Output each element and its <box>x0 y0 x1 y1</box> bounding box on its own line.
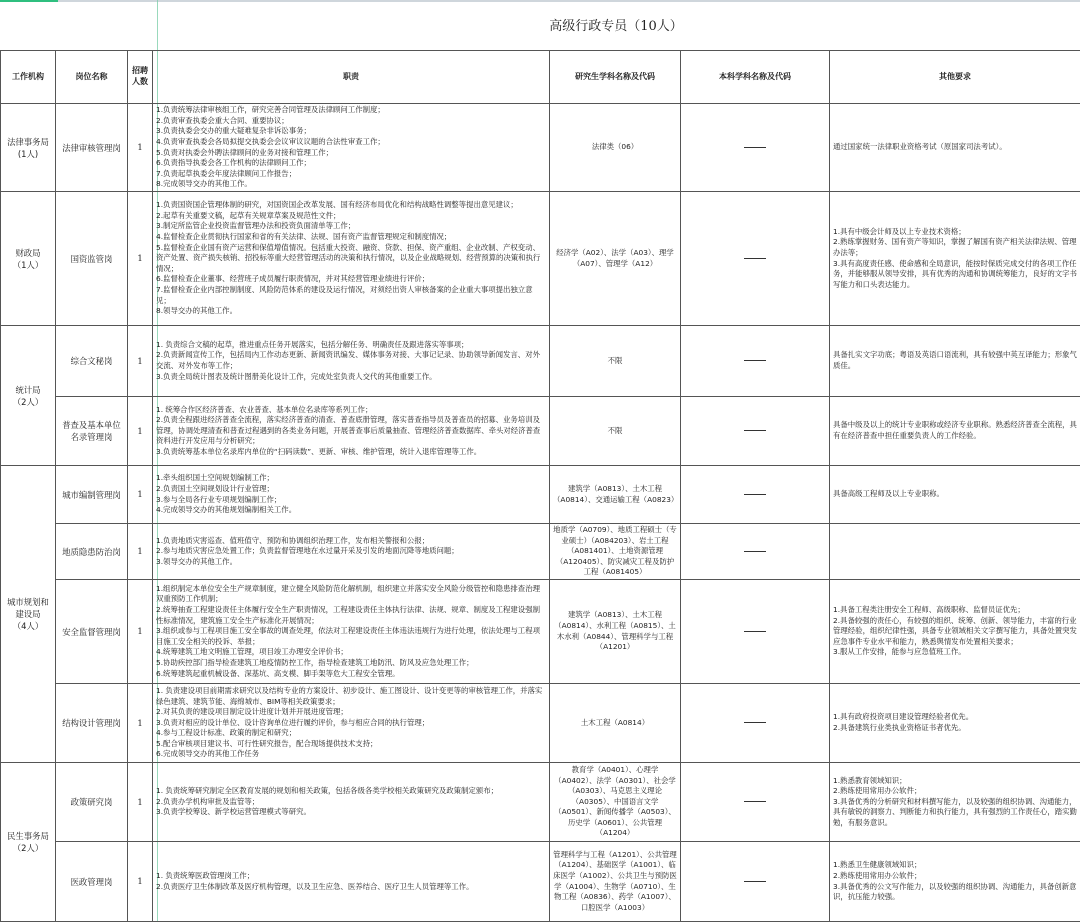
duty-item: 1.牵头组织国土空间规划编制工作； <box>156 473 274 483</box>
requirement-item: 1.熟悉卫生健康领域知识； <box>833 860 922 870</box>
requirement-item: 2.具备较强的责任心，有较强的组织、统筹、创新、领导能力，丰富的行业管理经验，组织纪律性强，具备专业领域相关文字撰写能力，具备处置突发应急事件专业水平和能力，熟悉舆情发布处置相关要求； <box>833 615 1077 646</box>
headcount: 1 <box>137 717 143 728</box>
position-name: 地质隐患防治岗 <box>62 546 121 557</box>
undergrad-cell <box>681 763 830 842</box>
position-name: 结构设计管理岗 <box>62 718 121 728</box>
duties-cell <box>153 842 550 922</box>
org-count: (1人) <box>17 148 39 159</box>
org-cell <box>1 763 56 922</box>
duty-item: 2.统筹抽查工程建设责任主体履行安全生产职责情况，工程建设责任主体执行法律、法规、规章、制度及工程建设强制性标准情况，建筑施工安全生产标准化开展情况； <box>156 605 540 625</box>
grad-discipline: 法律类（06） <box>591 142 639 152</box>
dash-placeholder <box>744 147 766 148</box>
table-row <box>1 192 1080 326</box>
headcount: 1 <box>137 796 143 807</box>
headcount: 1 <box>137 425 143 436</box>
requirement-item: 2.具备建筑行业类执业资格证书者优先。 <box>833 723 966 732</box>
position-name: 普查及基本单位名录管理岗 <box>62 420 121 442</box>
dash-placeholder <box>744 631 766 632</box>
grad-cell <box>550 524 681 580</box>
header-position: 岗位名称 <box>56 51 128 104</box>
table-row <box>1 524 1080 580</box>
duty-item: 3.领导交办的其他工作。 <box>156 556 237 566</box>
duty-item: 2.负责全程跟进经济普查全流程，落实经济普查的清查、普查底册管理，落实普查指导员及普查员的招募、业务培训及管理，协调处理清查和普查过程遇到的各类业务问题，开展普查事后质量抽查、管理经济普查数据库、牵头对经济普查资料进行开发应用与分析研究； <box>156 415 541 446</box>
duties-cell <box>153 192 550 326</box>
duty-item: 5.负责对执委会外聘法律顾问的业务对接和管理工作； <box>156 147 334 157</box>
requirement-item: 2.熟练掌握财务、国有资产等知识，掌握了解国有资产相关法律法规、管理办法等； <box>833 237 1077 257</box>
grad-cell <box>550 763 681 842</box>
position-cell <box>56 192 128 326</box>
duty-item: 6.统筹建筑起重机械设备、深基坑、高支模、脚手架等危大工程安全管理。 <box>156 668 400 678</box>
org-count: （2人） <box>12 843 44 853</box>
table-row <box>1 326 1080 397</box>
dash-placeholder <box>744 430 766 431</box>
count-cell <box>128 397 153 466</box>
grad-cell <box>550 326 681 397</box>
headcount: 1 <box>137 626 143 637</box>
position-name: 国资监管岗 <box>70 253 113 264</box>
requirement-item: 2.熟练使用常用办公软件； <box>833 786 922 796</box>
duty-item: 3.负责学校筹设、新学校运营管理模式等研究。 <box>156 807 311 817</box>
requirement-item: 具备扎实文字功底；粤语及英语口语流利，具有较强中英互译能力；形象气质佳。 <box>833 350 1077 370</box>
duty-item: 1. 负责统筹研究制定全区教育发展的规划和相关政策，包括各级各类学校相关政策研究及政策制定颁布； <box>156 786 498 796</box>
duty-item: 2.负责国土空间规划设计行业管理； <box>156 483 274 493</box>
duty-item: 2.起草有关重要文稿，起草有关规章草案及规范性文件； <box>156 210 341 220</box>
duties-cell <box>153 104 550 192</box>
duty-item: 8.领导交办的其他工作。 <box>156 306 237 316</box>
position-name: 医政管理岗 <box>70 876 113 887</box>
undergrad-cell <box>681 104 830 192</box>
table-row <box>1 684 1080 763</box>
duty-item: 5.协助疾控部门指导检查建筑工地疫情防控工作，指导检查建筑工地防汛、防风及应急处理工作； <box>156 657 474 667</box>
table-row <box>1 104 1080 192</box>
duty-item: 8.完成领导交办的其他工作。 <box>156 179 252 189</box>
grad-discipline: 地质学（A0709）、地质工程硕士（专业硕士）（A084203）、岩土工程（A081401）、土地资源管理（A120405）、防灾减灾工程及防护工程（A081405） <box>553 525 677 577</box>
org-cell <box>1 104 56 192</box>
duty-item: 5.监督检查企业国有资产运营和保值增值情况。包括重大投资、融资、贷款、担保、资产重组、企业改制、产权变动、资产处置、资产损失核销、招投标等重大经营管理活动的决策和执行情况，以及企业战略规划、经营预算的决策和执行情况； <box>156 242 541 273</box>
duty-item: 1.负责地质灾害巡查、值班值守、预防和协调组织治理工作，发布相关警报和公报； <box>156 535 430 545</box>
requirement-item: 1.具有中级会计师及以上专业技术资格； <box>833 226 966 236</box>
requirement-item: 3.具有高度责任感、使命感和全局意识，能按时保质完成交付的各项工作任务，并能够服从领导安排，具有优秀的沟通和协调统筹能力，良好的文字书写能力和口头表达能力。 <box>833 258 1077 289</box>
duties-cell <box>153 763 550 842</box>
org-name: 民生事务局 <box>7 831 49 841</box>
other-cell <box>830 684 1080 763</box>
position-name: 安全监督管理岗 <box>62 626 121 637</box>
other-cell <box>830 326 1080 397</box>
grad-discipline: 土木工程（A0814） <box>580 717 650 727</box>
duty-item: 3.参与全局各行业专项规划编制工作； <box>156 494 282 504</box>
duty-item: 4.完成领导交办的其他规划编制相关工作。 <box>156 505 297 515</box>
duty-item: 6.监督检查企业董事、经营班子成员履行职责情况，并对其经营管理业绩进行评价； <box>156 274 430 284</box>
header-org: 工作机构 <box>1 51 56 104</box>
other-cell <box>830 466 1080 524</box>
count-cell <box>128 763 153 842</box>
position-cell <box>56 580 128 684</box>
position-name: 城市编制管理岗 <box>62 489 121 500</box>
undergrad-cell <box>681 397 830 466</box>
count-cell <box>128 326 153 397</box>
duties-cell <box>153 326 550 397</box>
other-cell <box>830 104 1080 192</box>
grad-discipline: 不限 <box>607 355 623 365</box>
requirement-item: 1.熟悉教育领域知识； <box>833 775 907 785</box>
grad-discipline: 经济学（A02）、法学（A03）、理学（A07）、管理学（A12） <box>556 247 674 268</box>
duty-item: 3.负责全局统计图表及统计图册美化设计工作，完成处室负责人交代的其他重要工作。 <box>156 371 437 381</box>
requirement-item: 具备中级及以上的统计专业职称或经济专业职称。熟悉经济普查全流程，具有在经济普查中担任重要负责人的工作经验。 <box>833 420 1077 440</box>
position-cell <box>56 684 128 763</box>
table-row <box>1 397 1080 466</box>
position-cell <box>56 842 128 922</box>
duties-cell <box>153 684 550 763</box>
header-other: 其他要求 <box>830 51 1080 104</box>
position-name: 法律审核管理岗 <box>62 142 121 153</box>
duty-item: 4.统筹建筑工地文明施工管理，项目竣工办理安全评价书； <box>156 647 348 657</box>
duty-item: 2.负责新闻宣传工作，包括局内工作动态更新、新闻资讯编发、媒体事务对接、大事记记录、协助领导新闻发言、对外交流、对外发布等工作； <box>156 350 540 370</box>
position-cell <box>56 104 128 192</box>
position-cell <box>56 397 128 466</box>
other-cell <box>830 842 1080 922</box>
undergrad-cell <box>681 192 830 326</box>
other-cell <box>830 763 1080 842</box>
duty-item: 4.监督检查企业贯彻执行国家和省的有关法律、法规、国有资产监督管理规定和制度情况； <box>156 232 452 242</box>
headcount: 1 <box>137 253 143 264</box>
headcount: 1 <box>137 876 143 887</box>
requirement-item: 3.具备优秀的分析研究和材料撰写能力，以及较强的组织协调、沟通能力，具有敏锐的洞察力、判断能力和执行能力，具有强烈的工作责任心，踏实勤勉，有服务意识。 <box>833 796 1077 827</box>
dash-placeholder <box>744 881 766 882</box>
count-cell <box>128 684 153 763</box>
requirement-item: 3.服从工作安排，能参与应急值班工作。 <box>833 647 966 657</box>
grad-cell <box>550 842 681 922</box>
duty-item: 3.制定所监管企业投资监督管理办法和投资负面清单等工作； <box>156 221 356 231</box>
undergrad-cell <box>681 466 830 524</box>
duty-item: 1.负责统筹法律审核组工作，研究完善合同管理及法律顾问工作制度； <box>156 105 385 115</box>
active-sheet-indicator <box>0 0 58 2</box>
count-cell <box>128 104 153 192</box>
grad-discipline: 不限 <box>607 425 623 435</box>
org-name: 城市规划和建设局 <box>7 597 49 619</box>
org-count: （2人） <box>12 396 44 407</box>
headcount: 1 <box>137 142 143 153</box>
duty-item: 1. 负责建设项目前期需求研究以及结构专业的方案设计、初步设计、施工图设计、设计变更等的审核管理工作，并落实绿色建筑、建筑节能、海绵城市、BIM等相关政策要求； <box>156 685 543 706</box>
position-cell <box>56 524 128 580</box>
org-count: （4人） <box>12 621 44 631</box>
duty-item: 1. 负责统筹医政管理岗工作； <box>156 870 255 880</box>
header-undergrad: 本科学科名称及代码 <box>681 51 830 104</box>
org-cell <box>1 192 56 326</box>
duty-item: 3.负责执委会交办的重大疑难复杂非诉讼事务； <box>156 126 311 136</box>
duty-item: 3.负责统筹基本单位名录库内单位的“扫码读数”、更新、审核、维护管理，统计入退库管理等工作。 <box>156 446 482 456</box>
count-cell <box>128 580 153 684</box>
position-name: 政策研究岗 <box>70 797 113 807</box>
org-cell <box>1 466 56 763</box>
duty-item: 6.负责指导执委会各工作机构的法律顾问工作； <box>156 158 311 168</box>
requirement-item: 具备高级工程师及以上专业职称。 <box>833 489 944 499</box>
headcount: 1 <box>137 489 143 500</box>
duties-cell <box>153 466 550 524</box>
grad-cell <box>550 466 681 524</box>
header-count: 招聘人数 <box>128 51 153 104</box>
grad-cell <box>550 104 681 192</box>
sheet-top-border <box>0 0 1080 2</box>
position-name: 综合文秘岗 <box>70 356 113 366</box>
org-count: （1人） <box>12 259 44 270</box>
other-cell <box>830 524 1080 580</box>
table-row <box>1 842 1080 922</box>
undergrad-cell <box>681 326 830 397</box>
duty-item: 2.负责审查执委会重大合同、重要协议； <box>156 115 289 125</box>
header-duties: 职责 <box>153 51 550 104</box>
org-cell <box>1 326 56 466</box>
duty-item: 3.负责对相应的设计单位、设计咨询单位进行履约评价，参与相应合同的执行管理； <box>156 717 430 727</box>
duty-item: 1.组织制定本单位安全生产规章制度，建立健全风险防范化解机制，组织建立并落实安全风险分级管控和隐患排查治理双重预防工作机制； <box>156 583 540 604</box>
other-cell <box>830 192 1080 326</box>
other-cell <box>830 580 1080 684</box>
duty-item: 2.对其负责的建设项目制定设计进度计划并开展进度管理； <box>156 707 348 717</box>
undergrad-cell <box>681 580 830 684</box>
table-row <box>1 580 1080 684</box>
duty-item: 2.负责医疗卫生体制改革及医疗机构管理，以及卫生应急、医养结合、医疗卫生人员管理等工作。 <box>156 881 474 891</box>
grad-discipline: 建筑学（A0813）、土木工程（A0814）、交通运输工程（A0823） <box>553 483 679 504</box>
dash-placeholder <box>744 258 766 259</box>
duty-item: 2.负责办学机构审批及监管等； <box>156 796 260 806</box>
dash-placeholder <box>744 551 766 552</box>
duty-item: 5.配合审核项目建议书、可行性研究报告，配合现场提供技术支持； <box>156 738 378 748</box>
position-cell <box>56 326 128 397</box>
requirement-item: 1.具备工程类注册安全工程师、高级职称、监督员证优先； <box>833 605 1025 615</box>
org-name: 统计局 <box>15 384 41 395</box>
page-title: 高级行政专员（10人） <box>549 19 683 34</box>
grad-cell <box>550 192 681 326</box>
undergrad-cell <box>681 524 830 580</box>
duty-item: 1. 负责综合文稿的起草，推进重点任务开展落实，包括分解任务、明确责任及跟进落实等事项； <box>156 339 469 349</box>
position-cell <box>56 466 128 524</box>
dash-placeholder <box>744 494 766 495</box>
undergrad-cell <box>681 684 830 763</box>
duties-cell <box>153 580 550 684</box>
requirement-item: 2.熟练使用常用办公软件； <box>833 870 922 880</box>
count-cell <box>128 842 153 922</box>
count-cell <box>128 466 153 524</box>
grad-discipline: 教育学（A0401）、心理学（A0402）、法学（A0301）、社会学（A0303）、马克思主义理论（A0305）、中国语言文学（A0501）、新闻传播学（A0503）、历史学（A0601）、公共管理（A1204） <box>554 764 676 838</box>
duty-item: 6.完成领导交办的其他工作任务 <box>156 749 260 759</box>
count-cell <box>128 524 153 580</box>
other-cell <box>830 397 1080 466</box>
dash-placeholder <box>744 801 766 802</box>
table-header-row <box>1 51 1080 104</box>
position-cell <box>56 763 128 842</box>
table-row <box>1 466 1080 524</box>
dash-placeholder <box>744 360 766 361</box>
duties-cell <box>153 524 550 580</box>
duty-item: 4.参与工程设计标准、政策的制定和研究； <box>156 728 297 738</box>
headcount: 1 <box>137 546 143 557</box>
duty-item: 3.组织或参与工程项目施工安全事故的调查处理，依法对工程建设责任主体违法违规行为进行处理，依法处理与工程项目施工安全相关的投诉、举报； <box>156 626 540 646</box>
org-name: 法律事务局 <box>7 136 49 147</box>
headcount: 1 <box>137 355 143 366</box>
duty-item: 4.负责审查执委会各局拟提交执委会会议审议议题的合法性审查工作； <box>156 136 385 146</box>
grad-discipline: 建筑学（A0813）、土木工程（A0814）、水利工程（A0815）、土木水利（A0844）、管理科学与工程（A1201） <box>554 610 676 652</box>
recruitment-table <box>0 50 1080 922</box>
duty-item: 7.负责起草执委会年度法律顾问工作报告； <box>156 168 297 178</box>
org-name: 财政局 <box>15 247 41 258</box>
duty-item: 7.监督检查企业内部控制制度、风险防范体系的建设及运行情况，对须经出资人审核备案的企业重大事项提出独立意见； <box>156 284 533 305</box>
requirement-item: 通过国家统一法律职业资格考试（原国家司法考试）。 <box>833 142 1007 152</box>
dash-placeholder <box>744 722 766 723</box>
header-grad: 研究生学科名称及代码 <box>550 51 681 104</box>
table-row <box>1 763 1080 842</box>
requirement-item: 1.具有政府投资项目建设管理经验者优先。 <box>833 712 974 722</box>
grad-cell <box>550 397 681 466</box>
grad-cell <box>550 580 681 684</box>
count-cell <box>128 192 153 326</box>
grad-discipline: 管理科学与工程（A1201）、公共管理（A1204）、基础医学（A1001）、临床医学（A1002）、公共卫生与预防医学（A1004）、生物学（A0710）、生物工程（A0836）、药学（A1007）、口腔医学（A1003） <box>553 849 677 912</box>
duty-item: 1. 统筹合作区经济普查、农业普查、基本单位名录库等系列工作； <box>156 404 373 414</box>
undergrad-cell <box>681 842 830 922</box>
duties-cell <box>153 397 550 466</box>
requirement-item: 3.具备优秀的公文写作能力，以及较强的组织协调、沟通能力，具备创新意识，抗压能力较强。 <box>833 881 1077 902</box>
duty-item: 2.参与地质灾害应急处置工作；负责监督管理地在水过量开采及引发的地面沉降等地质问题； <box>156 546 459 556</box>
grad-cell <box>550 684 681 763</box>
duty-item: 1.负责国资国企管理体制的研究，对国资国企改革发展、国有经济布局优化和结构战略性调整等提出意见建议； <box>156 200 518 210</box>
